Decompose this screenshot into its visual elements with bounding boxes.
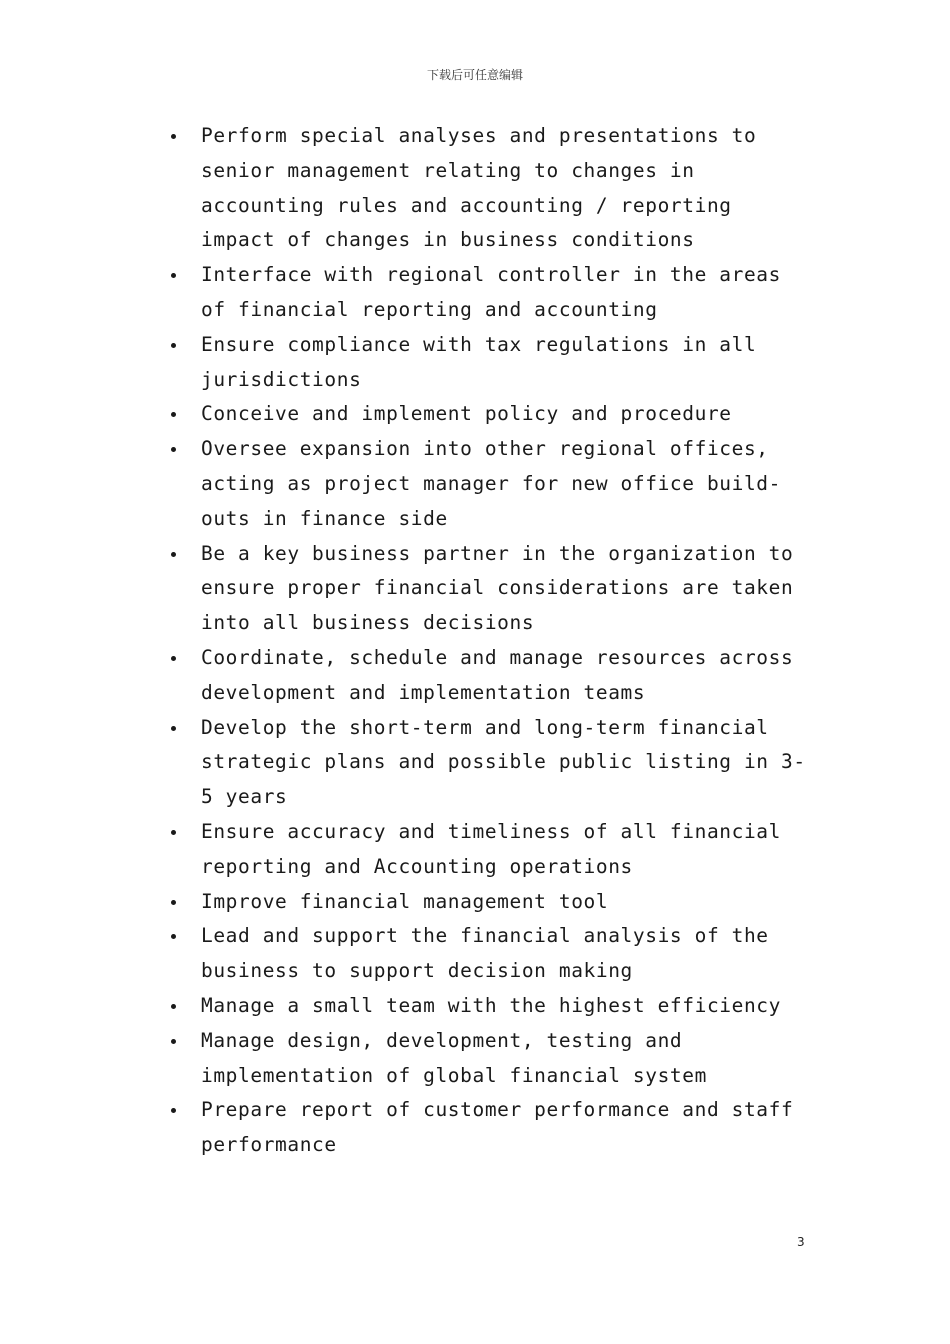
bullet-icon [171,656,176,661]
bullet-icon [171,134,176,139]
list-item [165,815,815,885]
list-item-text: Be a key business partner in the organization to ensure proper financial considerations are taken into all business decisions [201,541,806,635]
bullet-icon [171,343,176,348]
list-item-text: Improve financial management tool [201,889,609,913]
list-item [165,919,815,989]
list-item-text: Ensure compliance with tax regulations in all jurisdictions [201,332,769,391]
list-item [165,1093,815,1163]
page-header: 下载后可任意编辑 [426,68,523,82]
bullet-icon [171,1108,176,1113]
bullet-icon [171,726,176,731]
bullet-icon [171,900,176,905]
list-item-text: Perform special analyses and presentations to senior management relating to changes in accounting rules and accounting / reporting impact of changes in business conditions [201,124,769,252]
bullet-icon [171,830,176,835]
list-item-text: Interface with regional controller in the areas of financial reporting and accounting [201,263,794,321]
list-item-text: Manage a small team with the highest efficiency [201,993,781,1017]
bullet-icon [171,412,176,417]
list-item-text: Coordinate, schedule and manage resources across development and implementation teams [201,645,806,704]
bullet-icon [171,447,176,452]
list-item [165,432,815,536]
list-item [165,1024,815,1094]
list-item [165,989,815,1024]
page-number: 3 [797,1235,805,1249]
bullet-icon [171,273,176,278]
bullet-icon [171,552,176,557]
list-item [165,258,815,328]
list-item [165,119,815,258]
list-item-text: Lead and support the financial analysis of the business to support decision making [201,924,781,983]
list-item-text: Conceive and implement policy and procedure [201,402,732,426]
list-item [165,711,815,815]
bullet-icon [171,1039,176,1044]
list-item [165,397,815,432]
list-item-text: Oversee expansion into other regional offices, acting as project manager for new office build-outs in finance side [201,437,781,530]
bullet-icon [171,1004,176,1009]
list-item [165,328,815,398]
list-item-text: Ensure accuracy and timeliness of all financial reporting and Accounting operations [201,819,794,878]
bullet-icon [171,934,176,939]
responsibilities-list [165,119,815,1163]
list-item [165,537,815,641]
list-item [165,641,815,711]
list-item-text: Manage design, development, testing and implementation of global financial system [201,1028,707,1087]
list-item-text: Develop the short-term and long-term financial strategic plans and possible public listing in 3-5 years [201,715,806,809]
list-item [165,885,815,920]
list-item-text: Prepare report of customer performance and staff performance [201,1098,806,1157]
